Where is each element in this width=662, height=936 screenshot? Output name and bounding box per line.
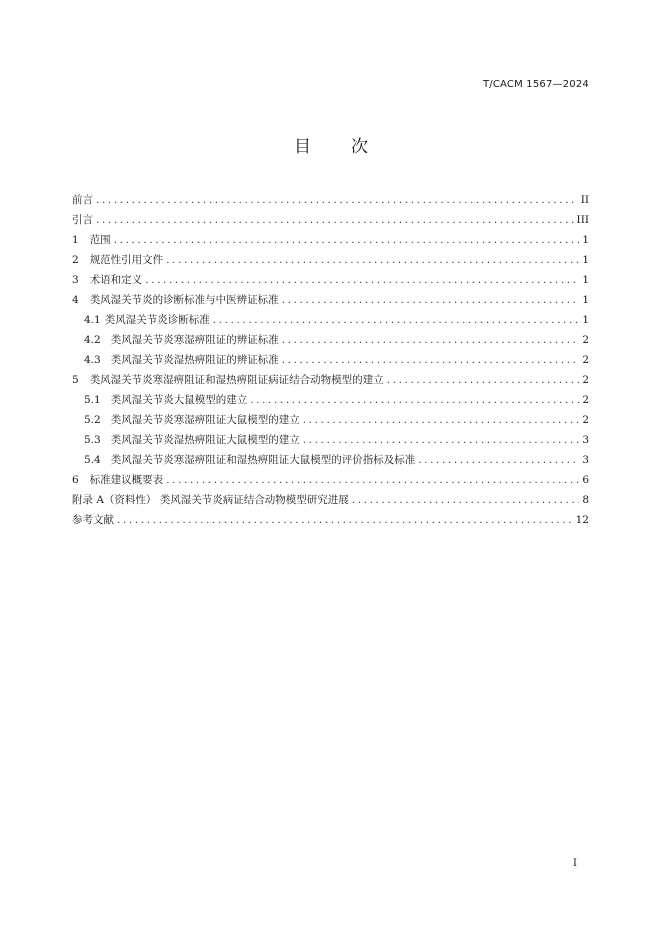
toc-leader-dots — [166, 250, 579, 270]
toc-entry-page: 2 — [582, 414, 589, 426]
toc-entry-text: 术语和定义 — [89, 274, 143, 286]
toc-entry-page: 3 — [582, 454, 589, 466]
toc-entry-page: II — [580, 194, 589, 206]
toc-entry-text: 范围 — [89, 234, 111, 246]
toc-entry-text: 类风湿关节炎湿热痹阻证的辨证标准 — [110, 354, 279, 366]
toc-entry-foreword[interactable] — [72, 190, 589, 210]
toc-entry-page: 1 — [582, 234, 589, 246]
toc-entry-page: 2 — [582, 334, 589, 346]
toc-leader-dots — [213, 310, 580, 330]
toc-entry-text: 类风湿关节炎寒湿痹阻证大鼠模型的建立 — [110, 414, 300, 426]
toc-title-char-2: 次 — [351, 137, 368, 157]
toc-entry-text: 类风湿关节炎寒湿痹阻证和湿热痹阻证病证结合动物模型的建立 — [89, 374, 384, 386]
toc-entry-number: 5.3 — [84, 434, 101, 446]
toc-title — [0, 132, 662, 157]
toc-entry-number: 4 — [72, 294, 79, 306]
toc-entry-5-4[interactable] — [72, 450, 589, 470]
toc-entry-5-2[interactable] — [72, 410, 589, 430]
toc-entry-text: 规范性引用文件 — [89, 254, 164, 266]
toc-entry-number: 5.1 — [84, 394, 101, 406]
toc-entry-4-2[interactable] — [72, 330, 589, 350]
toc-entry-number: 4.2 — [84, 334, 101, 346]
toc-entry-page: 3 — [582, 434, 589, 446]
toc-entry-page: 1 — [582, 294, 589, 306]
toc-entry-number: 1 — [72, 234, 79, 246]
toc-leader-dots — [352, 490, 580, 510]
toc-entry-number: 6 — [72, 474, 79, 486]
toc-title-char-1: 目 — [294, 137, 311, 157]
toc-leader-dots — [96, 210, 574, 230]
toc-entry-number: 2 — [72, 254, 79, 266]
toc-leader-dots — [303, 410, 580, 430]
toc-entry-text: 类风湿关节炎寒湿痹阻证和湿热痹阻证大鼠模型的评价指标及标准 — [110, 454, 416, 466]
toc-leader-dots — [166, 470, 579, 490]
toc-leader-dots — [418, 450, 579, 470]
toc-leader-dots — [282, 330, 580, 350]
toc-entry-text: 参考文献 — [72, 514, 114, 526]
toc-entry-page: 2 — [582, 394, 589, 406]
toc-entry-1[interactable] — [72, 230, 589, 250]
toc-entry-references[interactable] — [72, 510, 589, 530]
page-number: I — [573, 858, 577, 869]
toc-entry-appendix-a[interactable] — [72, 490, 589, 510]
toc-leader-dots — [282, 350, 580, 370]
toc-entry-5-3[interactable] — [72, 430, 589, 450]
toc-entry-text: 类风湿关节炎大鼠模型的建立 — [110, 394, 248, 406]
toc-entry-text: 类风湿关节炎的诊断标准与中医辨证标准 — [89, 294, 279, 306]
toc-entry-page: 2 — [582, 374, 589, 386]
toc-entry-text: 前言 — [72, 194, 93, 206]
toc-entry-page: 8 — [582, 494, 589, 506]
toc-leader-dots — [250, 390, 579, 410]
toc-entry-text: 类风湿关节炎湿热痹阻证大鼠模型的建立 — [110, 434, 300, 446]
document-code: T/CACM 1567—2024 — [482, 79, 589, 90]
toc-entry-text: 标准建议概要表 — [89, 474, 164, 486]
toc-entry-3[interactable] — [72, 270, 589, 290]
toc-entry-5-1[interactable] — [72, 390, 589, 410]
toc-entry-page: 2 — [582, 354, 589, 366]
toc-entry-page: III — [576, 214, 589, 226]
toc-leader-dots — [282, 290, 580, 310]
toc-entry-page: 1 — [582, 254, 589, 266]
toc-entry-text: 引言 — [72, 214, 93, 226]
toc-entry-number: 4.1 — [84, 314, 101, 326]
toc-entry-5[interactable] — [72, 370, 589, 390]
toc-entry-page: 12 — [575, 514, 589, 526]
toc-entry-4-1[interactable] — [72, 310, 589, 330]
toc-entry-2[interactable] — [72, 250, 589, 270]
toc-leader-dots — [96, 190, 578, 210]
toc-entry-page: 1 — [582, 314, 589, 326]
toc-entry-6[interactable] — [72, 470, 589, 490]
toc-leader-dots — [387, 370, 580, 390]
toc-leader-dots — [303, 430, 580, 450]
toc-entry-4[interactable] — [72, 290, 589, 310]
toc-entry-text: 类风湿关节炎寒湿痹阻证的辨证标准 — [110, 334, 279, 346]
toc-leader-dots — [114, 230, 580, 250]
table-of-contents — [72, 190, 589, 530]
toc-entry-page: 6 — [582, 474, 589, 486]
toc-entry-page: 1 — [582, 274, 589, 286]
toc-leader-dots — [117, 510, 573, 530]
toc-entry-text: 附录 A（资料性） 类风湿关节炎病证结合动物模型研究进展 — [72, 494, 349, 506]
toc-entry-4-3[interactable] — [72, 350, 589, 370]
toc-leader-dots — [145, 270, 579, 290]
toc-entry-text: 类风湿关节炎诊断标准 — [104, 314, 210, 326]
toc-entry-introduction[interactable] — [72, 210, 589, 230]
toc-entry-number: 5.4 — [84, 454, 101, 466]
toc-entry-number: 5 — [72, 374, 79, 386]
toc-entry-number: 4.3 — [84, 354, 101, 366]
toc-entry-number: 3 — [72, 274, 79, 286]
toc-entry-number: 5.2 — [84, 414, 101, 426]
